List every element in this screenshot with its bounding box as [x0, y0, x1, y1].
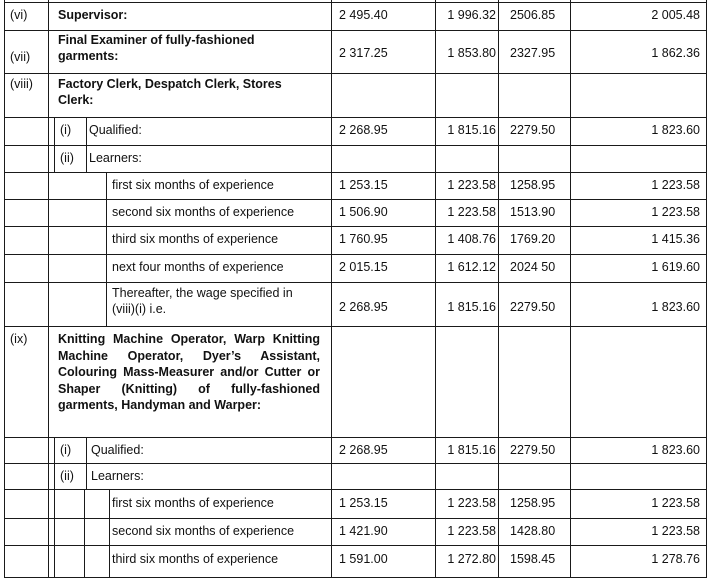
cell-viii-l5-c1: 2 268.95 [339, 300, 388, 314]
table-rule [4, 199, 706, 200]
cell-ix-label: Knitting Machine Operator, Warp Knitting Machine Operator, Dyer’s Assistant, Colouring Mass-Measurer and/or Cutter or Shaper (Knitting) of fully-fashioned garments, Handyman and Warper: [58, 332, 320, 413]
cell-viii-l5-c2: 1 815.16 [447, 300, 496, 314]
cell-ix-ii-label: Learners: [91, 469, 144, 483]
table-rule [498, 0, 499, 578]
cell-viii-l5-c4: 1 823.60 [651, 300, 700, 314]
cell-viii-l5-c3: 2279.50 [510, 300, 556, 314]
cell-ix-i-num: (i) [60, 443, 72, 457]
cell-viii-label: Factory Clerk, Despatch Clerk, Stores Clerk: [58, 77, 282, 107]
cell-vii-c3: 2327.95 [510, 46, 556, 60]
table-rule [4, 282, 706, 283]
cell-viii-l2-c1: 1 506.90 [339, 205, 388, 219]
cell-ix-l1-c4: 1 223.58 [651, 496, 700, 510]
cell-ix-i-label: Qualified: [91, 443, 144, 457]
cell-ix-l2-c1: 1 421.90 [339, 524, 388, 538]
table-rule [331, 0, 332, 578]
cell-viii-l4-c2: 1 612.12 [447, 260, 496, 274]
cell-viii-l2-c2: 1 223.58 [447, 205, 496, 219]
cell-viii-l2-c3: 1513.90 [510, 205, 556, 219]
cell-vi-c4: 2 005.48 [651, 8, 700, 22]
cell-ix-l2-label: second six months of experience [112, 524, 295, 538]
cell-viii-l4-c3: 2024 50 [510, 260, 556, 274]
table-rule [86, 145, 87, 172]
cell-ix-l1-c3: 1258.95 [510, 496, 556, 510]
cell-ix-l3-c1: 1 591.00 [339, 552, 388, 566]
table-rule [86, 437, 87, 463]
cell-viii-num: (viii) [10, 77, 33, 91]
table-rule [109, 489, 110, 578]
cell-viii-l1-c4: 1 223.58 [651, 178, 700, 192]
cell-ix-i-c4: 1 823.60 [651, 443, 700, 457]
table-rule [4, 145, 706, 146]
cell-viii-i-c4: 1 823.60 [651, 123, 700, 137]
cell-viii-i-num: (i) [60, 123, 72, 137]
table-rule [435, 0, 436, 578]
cell-viii-l1-c1: 1 253.15 [339, 178, 388, 192]
cell-vii-c1: 2 317.25 [339, 46, 388, 60]
table-rule [54, 489, 55, 578]
table-rule [86, 117, 87, 145]
cell-ix-i-c2: 1 815.16 [447, 443, 496, 457]
cell-ix-l3-c4: 1 278.76 [651, 552, 700, 566]
cell-ix-l2-c4: 1 223.58 [651, 524, 700, 538]
cell-vii-c2: 1 853.80 [447, 46, 496, 60]
cell-viii-ii-label: Learners: [89, 151, 142, 165]
cell-viii-l1-c3: 1258.95 [510, 178, 556, 192]
cell-ix-i-c3: 2279.50 [510, 443, 556, 457]
cell-viii-ii-num: (ii) [60, 151, 74, 165]
cell-vii-num: (vii) [10, 50, 31, 64]
cell-viii-l3-c3: 1769.20 [510, 232, 556, 246]
cell-ix-l1-c1: 1 253.15 [339, 496, 388, 510]
cell-viii-l1-c2: 1 223.58 [447, 178, 496, 192]
table-rule [54, 117, 55, 172]
table-rule [570, 0, 571, 578]
cell-vi-c1: 2 495.40 [339, 8, 388, 22]
cell-ix-l3-label: third six months of experience [112, 552, 279, 566]
cell-ix-l1-c2: 1 223.58 [447, 496, 496, 510]
cell-viii-l4-c1: 2 015.15 [339, 260, 388, 274]
table-rule [86, 463, 87, 489]
cell-viii-l3-c4: 1 415.36 [651, 232, 700, 246]
cell-viii-i-label: Qualified: [89, 123, 142, 137]
table-rule [4, 73, 706, 74]
cell-ix-l1-label: first six months of experience [112, 496, 274, 510]
cell-vi-num: (vi) [10, 8, 28, 22]
table-rule [4, 254, 706, 255]
cell-ix-l2-c2: 1 223.58 [447, 524, 496, 538]
cell-viii-i-c1: 2 268.95 [339, 123, 388, 137]
cell-viii-i-c2: 1 815.16 [447, 123, 496, 137]
table-rule [4, 117, 706, 118]
table-rule [4, 437, 706, 438]
cell-viii-l4-label: next four months of experience [112, 260, 284, 274]
table-rule [4, 172, 706, 173]
cell-viii-l2-c4: 1 223.58 [651, 205, 700, 219]
cell-viii-i-c3: 2279.50 [510, 123, 556, 137]
cell-viii-l3-c1: 1 760.95 [339, 232, 388, 246]
table-rule [84, 489, 85, 578]
cell-ix-ii-num: (ii) [60, 469, 74, 483]
cell-viii-l3-label: third six months of experience [112, 232, 279, 246]
table-rule [48, 0, 49, 578]
table-rule [706, 0, 707, 578]
cell-viii-l4-c4: 1 619.60 [651, 260, 700, 274]
table-rule [4, 30, 706, 31]
cell-ix-l3-c2: 1 272.80 [447, 552, 496, 566]
cell-ix-l3-c3: 1598.45 [510, 552, 556, 566]
cell-viii-l1-label: first six months of experience [112, 178, 274, 192]
table-rule [4, 326, 706, 327]
table-rule [106, 172, 107, 326]
cell-vi-c2: 1 996.32 [447, 8, 496, 22]
table-rule [4, 0, 5, 578]
cell-viii-l5-label: Thereafter, the wage specified in (viii)(i) i.e. [112, 286, 293, 316]
cell-viii-l3-c2: 1 408.76 [447, 232, 496, 246]
cell-viii-l2-label: second six months of experience [112, 205, 295, 219]
cell-vi-label: Supervisor: [58, 8, 128, 22]
table-rule [4, 463, 706, 464]
cell-ix-l2-c3: 1428.80 [510, 524, 556, 538]
cell-ix-i-c1: 2 268.95 [339, 443, 388, 457]
cell-vii-c4: 1 862.36 [651, 46, 700, 60]
table-rule [4, 2, 706, 3]
table-rule [4, 226, 706, 227]
cell-vii-label: Final Examiner of fully-fashioned garments: [58, 33, 255, 63]
cell-ix-num: (ix) [10, 332, 28, 346]
cell-vi-c3: 2506.85 [510, 8, 556, 22]
